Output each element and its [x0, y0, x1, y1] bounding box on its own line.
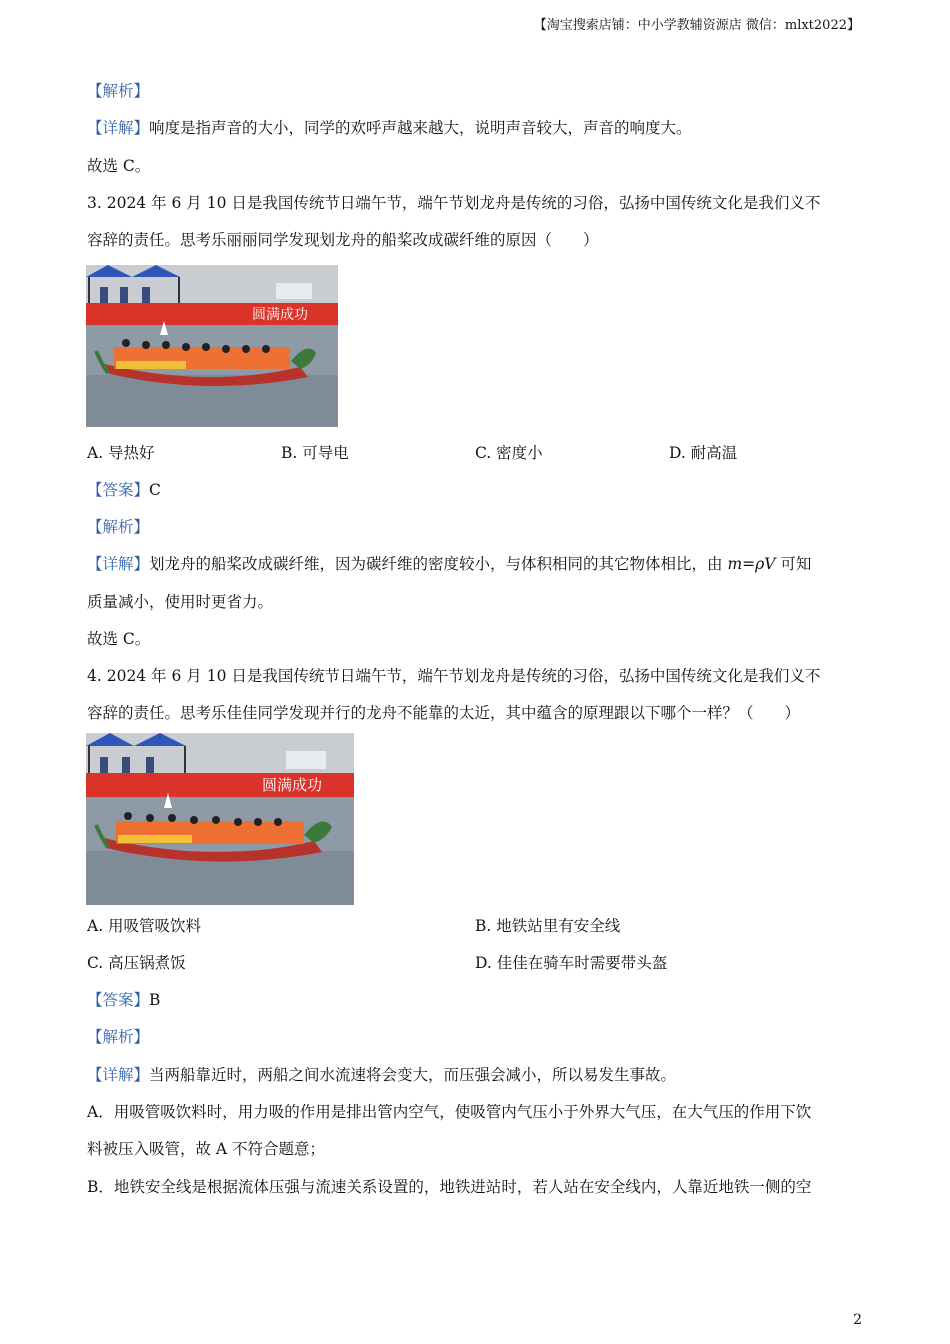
q4-option-c: C. 高压锅煮饭	[87, 954, 186, 972]
header-note: 【淘宝搜索店铺：中小学教辅资源店 微信：mlxt2022】	[533, 18, 860, 33]
q3-conclusion: 故选 C。	[87, 630, 151, 648]
q3-formula: m=ρV	[727, 555, 776, 573]
q4-detail: 【详解】当两船靠近时，两船之间水流速将会变大，而压强会减小，所以易发生事故。	[87, 1066, 677, 1084]
q3-option-b: B. 可导电	[281, 444, 349, 462]
q4-option-a: A. 用吸管吸饮料	[87, 917, 202, 935]
q3-answer: 【答案】C	[87, 481, 161, 499]
q4-explain-a-line1: A．用吸管吸饮料时，用力吸的作用是排出管内空气，使吸管内气压小于外界大气压，在大气压的作用下饮	[87, 1103, 812, 1121]
q4-answer: 【答案】B	[87, 991, 161, 1009]
q3-option-a: A. 导热好	[87, 444, 155, 462]
q4-explain-a-line2: 料被压入吸管，故 A 不符合题意；	[87, 1140, 326, 1158]
q4-analysis-heading: 【解析】	[87, 1028, 150, 1046]
q3-analysis-heading: 【解析】	[87, 518, 150, 536]
q4-dragon-boat-photo	[86, 733, 354, 905]
q4-explain-b-line1: B．地铁安全线是根据流体压强与流速关系设置的，地铁进站时，若人站在安全线内，人靠近地铁一侧的空	[87, 1178, 812, 1196]
q3-stem-line1: 3. 2024 年 6 月 10 日是我国传统节日端午节，端午节划龙舟是传统的习俗，弘扬中国传统文化是我们义不	[87, 194, 821, 212]
q2-detail: 【详解】响度是指声音的大小，同学的欢呼声越来越大，说明声音较大，声音的响度大。	[87, 119, 692, 137]
q3-detail-line2: 质量减小，使用时更省力。	[87, 593, 274, 611]
q2-analysis-heading: 【解析】	[87, 82, 150, 100]
q4-option-d: D. 佳佳在骑车时需要带头盔	[475, 954, 668, 972]
q2-conclusion: 故选 C。	[87, 157, 151, 175]
page-number: 2	[853, 1312, 862, 1328]
q4-stem-line1: 4. 2024 年 6 月 10 日是我国传统节日端午节，端午节划龙舟是传统的习俗，弘扬中国传统文化是我们义不	[87, 667, 821, 685]
q3-dragon-boat-photo	[86, 265, 338, 427]
q4-stem-line2: 容辞的责任。思考乐佳佳同学发现并行的龙舟不能靠的太近，其中蕴含的原理跟以下哪个一样？（ ）	[87, 704, 801, 722]
q4-photo-banner-text: 圆满成功	[262, 776, 323, 794]
q3-option-c: C. 密度小	[475, 444, 543, 462]
q3-detail-line1: 【详解】划龙舟的船桨改成碳纤维，因为碳纤维的密度较小，与体积相同的其它物体相比，由 m=ρV 可知	[87, 555, 812, 573]
q4-option-b: B. 地铁站里有安全线	[475, 917, 621, 935]
q3-photo-banner-text: 圆满成功	[252, 307, 308, 323]
q3-stem-line2: 容辞的责任。思考乐丽丽同学发现划龙舟的船桨改成碳纤维的原因（ ）	[87, 231, 599, 249]
q3-option-d: D. 耐高温	[669, 444, 738, 462]
